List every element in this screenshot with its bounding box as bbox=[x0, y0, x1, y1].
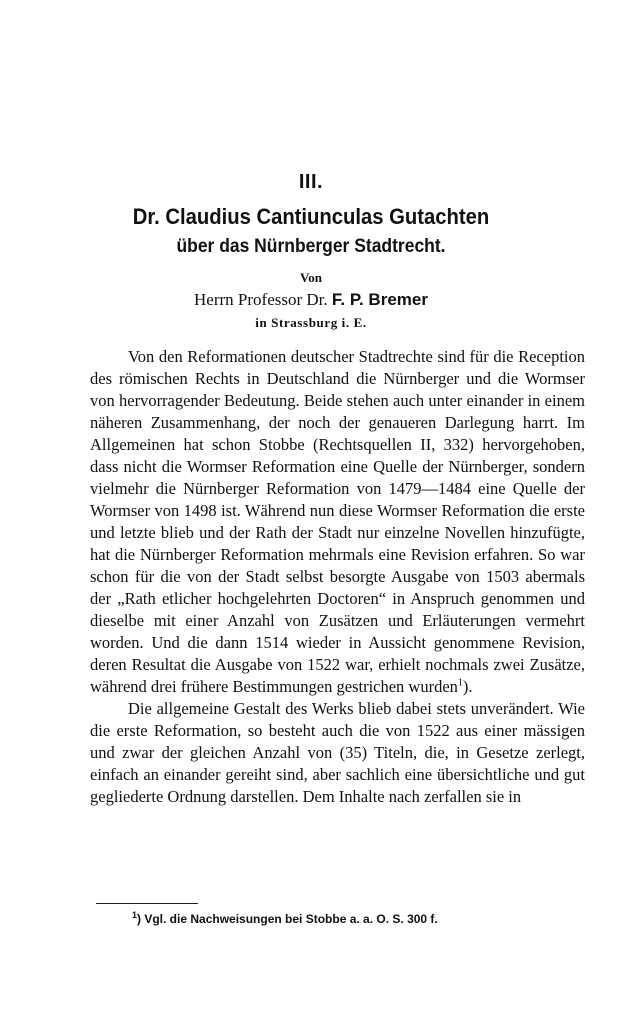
author-name: F. P. Bremer bbox=[331, 290, 428, 309]
footnote bbox=[132, 912, 438, 926]
footnote-mark: 1 bbox=[132, 910, 138, 920]
paragraph-1-text: Von den Reformationen deutscher Stadtrechte sind für die Reception des römischen Rechts in Deutschland die Nürnberger und die Wormser von hervorragender Bedeutung. Beide stehen auch unter einander in einem näheren Zusammenhang, der noch der genaueren Darlegung harrt. Im Allgemeinen hat schon Stobbe (Rechtsquellen II, 332) hervorgehoben, dass nicht die Wormser Reformation eine Quelle der Nürnberger, sondern vielmehr die Nürnberger Reformation von 1479—1484 eine Quelle der Wormser von 1498 ist. Während nun diese Wormser Reformation die erste und letzte blieb und der Rath der Stadt nur einzelne Novellen hinzufügte, hat die Nürnberger Reformation mehrmals eine Revision erfahren. So war schon für die von der Stadt selbst besorgte Ausgabe von 1503 abermals der „Rath etlicher hochgelehrten Doctoren“ in Anspruch genommen und dieselbe mit einer Anzahl von Zusätzen und Erläuterungen vermehrt worden. Und die dann 1514 wieder in Aussicht genommene Revision, deren Resultat die Ausgabe von 1522 war, erhielt nochmals zwei Zusätze, während drei frühere Bestimmungen gestrichen wurden bbox=[90, 347, 585, 696]
article-title-line-1: Dr. Claudius Cantiunculas Gutachten bbox=[132, 204, 490, 229]
article-title-line-2: über das Nürnberger Stadtrecht. bbox=[176, 236, 446, 257]
body-text bbox=[90, 346, 585, 808]
footnote-text: ) Vgl. die Nachweisungen bei Stobbe a. a. O. S. 300 f. bbox=[137, 912, 438, 926]
paragraph-1-end: ). bbox=[462, 677, 473, 696]
author-location: in Strassburg i. E. bbox=[255, 315, 367, 330]
author-line bbox=[0, 290, 622, 310]
byline-von: Von bbox=[300, 270, 322, 285]
paragraph-2: Die allgemeine Gestalt des Werks blieb dabei stets unverändert. Wie die erste Reformation, so besteht auch die von 1522 aus einer mässigen und zwar der gleichen Anzahl von (35) Titeln, die, in Gesetze zerlegt, einfach an einander gereiht sind, aber sachlich eine übersichtliche und gut gegliederte Ordnung darstellen. Dem Inhalte nach zerfallen sie in bbox=[90, 699, 585, 806]
chapter-number: III. bbox=[298, 171, 324, 193]
paragraph-1 bbox=[90, 346, 585, 698]
footnote-reference: 1 bbox=[457, 677, 463, 689]
author-prefix: Herrn Professor Dr. bbox=[194, 290, 328, 309]
footnote-divider bbox=[96, 903, 198, 904]
